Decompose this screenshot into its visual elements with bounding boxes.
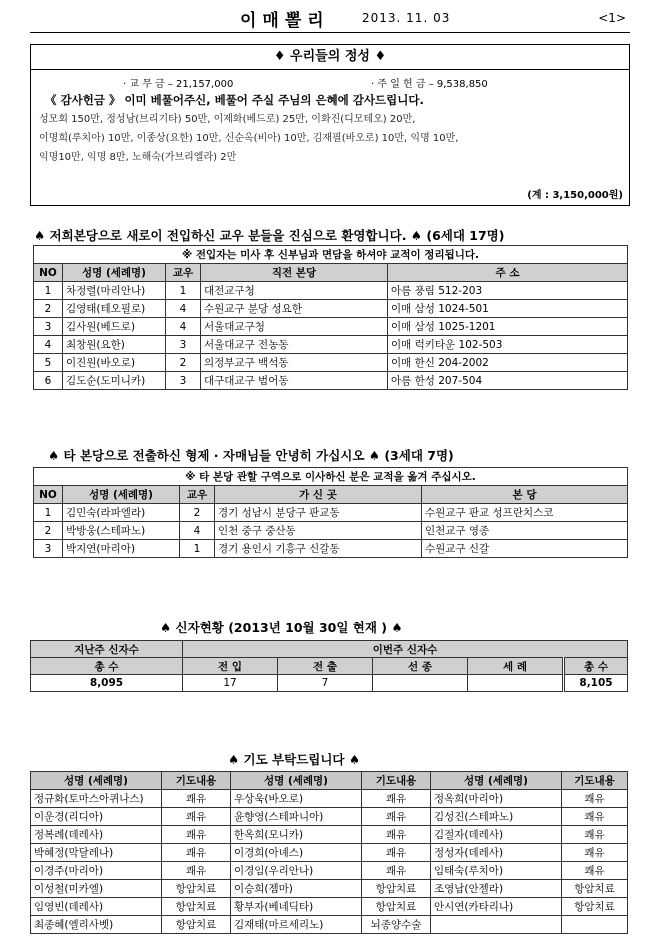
thanks-line: 익명10만, 익명 8만, 노해숙(가브리엘라) 2만 [39,152,237,163]
welcome-row-cell: 4 [166,300,201,318]
prayer-row-cell: 항암치료 [362,880,431,898]
farewell-row-cell: 2 [180,504,215,522]
prayer-row-cell: 황부자(베네딕타) [231,898,362,916]
farewell-row-cell: 김민숙(라파엘라) [63,504,180,522]
col-parish: 본 당 [422,486,628,504]
welcome-row-cell: 서울대교구 전농동 [201,336,388,354]
status-col: 전 입 [183,658,278,675]
prayer-row-cell: 이승희(젬마) [231,880,362,898]
status-value [373,675,468,692]
welcome-row-cell: 대전교구청 [201,282,388,300]
prayer-row-cell: 쾌유 [562,808,628,826]
thanks-title: 《 감사헌금 》 이미 베풀어주신, 베풀어 주실 주님의 은혜에 감사드립니다. [45,93,424,107]
prayer-row-cell: 쾌유 [162,790,231,808]
prayer-row [31,862,628,880]
prayer-row-cell: 쾌유 [362,844,431,862]
welcome-row-cell: 1 [166,282,201,300]
sunday-offering: · 교 무 금 – 21,157,000 [123,79,234,90]
farewell-row-cell: 수원교구 신갈 [422,540,628,558]
farewell-title: ♠ 타 본당으로 전출하신 형제 · 자매님들 안녕히 가십시오 ♠ (3세대 7명) [48,448,454,463]
prayer-row [31,790,628,808]
status-value: 7 [278,675,373,692]
welcome-row-cell: 서울대교구청 [201,318,388,336]
status-value: 8,095 [31,675,183,692]
farewell-row-cell: 경기 성남시 분당구 판교동 [215,504,422,522]
prayer-col-name: 성명 (세례명) [431,772,562,790]
welcome-row-cell: 2 [34,300,63,318]
welcome-row-cell: 4 [166,318,201,336]
prayer-row-cell: 조영남(안젤라) [431,880,562,898]
col-previous-parish: 직전 본당 [201,264,388,282]
prayer-row-cell: 쾌유 [162,808,231,826]
prayer-row-cell: 항암치료 [562,880,628,898]
prayer-row-cell: 쾌유 [562,790,628,808]
status-col: 세 례 [468,658,564,675]
prayer-row [31,808,628,826]
offering-title: ♦ 우리들의 정성 ♦ [31,45,629,70]
farewell-row [34,540,628,558]
prayer-row [31,898,628,916]
status-value: 17 [183,675,278,692]
welcome-row [34,300,628,318]
prayer-col-name: 성명 (세례명) [31,772,162,790]
status-col: 전 출 [278,658,373,675]
status-table [30,640,628,692]
welcome-row-cell: 5 [34,354,63,372]
welcome-title: ♠ 저희본당으로 새로이 전입하신 교우 분들을 진심으로 환영합니다. ♠ (6세대 17명) [34,228,505,243]
welcome-row [34,282,628,300]
last-week-header: 지난주 신자수 [31,641,183,658]
welcome-row-cell: 3 [166,336,201,354]
welcome-table [33,245,628,390]
prayer-row-cell: 이경임(우리안나) [231,862,362,880]
farewell-note: ※ 타 본당 관할 구역으로 이사하신 분은 교적을 옮겨 주십시오. [34,468,628,486]
prayer-row-cell: 최종혜(엘리사벳) [31,916,162,934]
prayer-row-cell: 항암치료 [162,898,231,916]
status-value: 8,105 [564,675,628,692]
prayer-row [31,826,628,844]
prayer-table [30,771,628,934]
thanks-line: 이명희(루치아) 10만, 이종상(요한) 10만, 신순옥(비아) 10만, 김재필(바오로) 10만, 익명 10만, [39,133,459,144]
welcome-row-cell: 이매 럭키타운 102-503 [388,336,628,354]
prayer-row-cell: 안시연(카타리나) [431,898,562,916]
prayer-row-cell: 김성진(스테파노) [431,808,562,826]
col-members: 교우 [180,486,215,504]
prayer-row-cell: 김절자(데레사) [431,826,562,844]
prayer-row [31,880,628,898]
prayer-row-cell: 쾌유 [362,808,431,826]
prayer-row-cell: 김재태(마르세리노) [231,916,362,934]
prayer-row-cell: 항암치료 [162,916,231,934]
prayer-row-cell: 윤향영(스테파니아) [231,808,362,826]
prayer-row-cell: 이성철(미카엘) [31,880,162,898]
prayer-row-cell: 항암치료 [562,898,628,916]
prayer-row-cell: 쾌유 [562,862,628,880]
welcome-row-cell: 김사원(베드로) [63,318,166,336]
welcome-row-cell: 3 [34,318,63,336]
farewell-row-cell: 인천 중구 중산동 [215,522,422,540]
welcome-note: ※ 전입자는 미사 후 신부님과 면담을 하셔야 교적이 정리됩니다. [34,246,628,264]
welcome-row-cell: 차정렬(마리안나) [63,282,166,300]
col-no: NO [34,264,63,282]
prayer-row-cell: 쾌유 [362,790,431,808]
farewell-row-cell: 박방웅(스테파노) [63,522,180,540]
status-title: ♠ 신자현황 (2013년 10월 30일 현재 ) ♠ [160,620,403,635]
welcome-row-cell: 이진원(바오로) [63,354,166,372]
bulletin-date: 2013. 11. 03 [362,11,451,25]
col-destination: 가 신 곳 [215,486,422,504]
welcome-row-cell: 이매 삼성 1024-501 [388,300,628,318]
welcome-row-cell: 아름 풍림 512-203 [388,282,628,300]
prayer-row-cell: 쾌유 [362,826,431,844]
main-offering: · 주 일 헌 금 – 9,538,850 [371,79,488,90]
welcome-row-cell: 김영태(테오필로) [63,300,166,318]
prayer-row-cell: 정성자(데레사) [431,844,562,862]
prayer-row-cell: 임태숙(루치아) [431,862,562,880]
welcome-row-cell: 김도순(도미니카) [63,372,166,390]
prayer-row-cell: 박혜정(막달레나) [31,844,162,862]
offering-box [30,44,630,206]
prayer-col-name: 성명 (세례명) [231,772,362,790]
prayer-col-content: 기도내용 [562,772,628,790]
welcome-row-cell: 이매 삼성 1025-1201 [388,318,628,336]
farewell-row-cell: 1 [180,540,215,558]
col-name: 성명 (세례명) [63,264,166,282]
farewell-row-cell: 3 [34,540,63,558]
status-col: 총 수 [31,658,183,675]
page-number: <1> [598,11,626,25]
prayer-row-cell: 이경주(마리아) [31,862,162,880]
prayer-row-cell: 쾌유 [162,844,231,862]
bulletin-title: 이매뽈리 [240,11,330,31]
prayer-row-cell: 쾌유 [162,862,231,880]
prayer-row-cell: 임영빈(데레사) [31,898,162,916]
welcome-row-cell: 3 [166,372,201,390]
welcome-row-cell: 아름 한성 207-504 [388,372,628,390]
prayer-row [31,916,628,934]
welcome-row-cell: 대구대교구 범어동 [201,372,388,390]
welcome-row-cell: 최창원(요한) [63,336,166,354]
status-col: 총 수 [564,658,628,675]
prayer-row-cell: 쾌유 [562,844,628,862]
col-members: 교우 [166,264,201,282]
prayer-title: ♠ 기도 부탁드립니다 ♠ [228,752,361,767]
status-value [468,675,564,692]
prayer-col-content: 기도내용 [362,772,431,790]
farewell-row-cell: 수원교구 판교 성프란치스코 [422,504,628,522]
welcome-row [34,372,628,390]
prayer-row-cell: 정옥희(마리아) [431,790,562,808]
farewell-row-cell: 1 [34,504,63,522]
welcome-row [34,354,628,372]
prayer-row-cell [562,916,628,934]
col-no: NO [34,486,63,504]
farewell-table [33,467,628,558]
welcome-row-cell: 4 [34,336,63,354]
col-name: 성명 (세례명) [63,486,180,504]
farewell-row-cell: 박지연(마리아) [63,540,180,558]
prayer-row-cell: 쾌유 [562,826,628,844]
prayer-row-cell: 뇌종양수술 [362,916,431,934]
prayer-row-cell: 항암치료 [362,898,431,916]
prayer-row-cell: 이경희(아녜스) [231,844,362,862]
prayer-row-cell: 한옥희(모니카) [231,826,362,844]
farewell-row-cell: 경기 용인시 기흥구 신갈동 [215,540,422,558]
thanks-names [31,108,629,167]
prayer-row-cell: 정규화(토마스아퀴나스) [31,790,162,808]
this-week-header: 이번주 신자수 [183,641,628,658]
welcome-row-cell: 의정부교구 백석동 [201,354,388,372]
farewell-row-cell: 인천교구 영종 [422,522,628,540]
prayer-row-cell: 정복례(데레사) [31,826,162,844]
welcome-row-cell: 수원교구 분당 성요한 [201,300,388,318]
farewell-row [34,522,628,540]
welcome-row [34,336,628,354]
status-col: 선 종 [373,658,468,675]
farewell-row-cell: 2 [34,522,63,540]
thanks-sum: (계 : 3,150,000원) [527,190,623,201]
thanks-line: 성모회 150만, 정성남(브리기타) 50만, 이제화(베드로) 25만, 이화진(디모테오) 20만, [39,114,416,125]
welcome-row-cell: 이매 한신 204-2002 [388,354,628,372]
prayer-col-content: 기도내용 [162,772,231,790]
welcome-row-cell: 2 [166,354,201,372]
farewell-row [34,504,628,522]
prayer-row-cell: 항암치료 [162,880,231,898]
welcome-row-cell: 1 [34,282,63,300]
prayer-row [31,844,628,862]
prayer-row-cell: 우상욱(바오로) [231,790,362,808]
prayer-row-cell: 쾌유 [162,826,231,844]
col-address: 주 소 [388,264,628,282]
offering-totals [31,70,629,90]
farewell-row-cell: 4 [180,522,215,540]
prayer-row-cell [431,916,562,934]
prayer-row-cell: 이운경(리디아) [31,808,162,826]
prayer-row-cell: 쾌유 [362,862,431,880]
welcome-row [34,318,628,336]
bulletin-header [30,6,630,33]
welcome-row-cell: 6 [34,372,63,390]
